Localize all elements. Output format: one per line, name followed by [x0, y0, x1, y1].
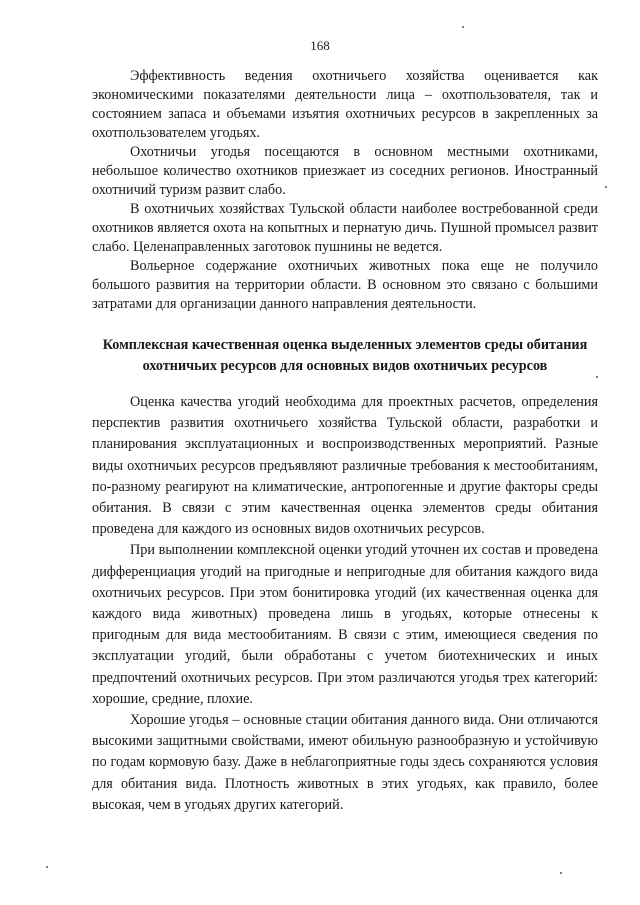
scan-speck: [596, 376, 598, 378]
paragraph: При выполнении комплексной оценки угодий уточнен их состав и проведена дифференциация угодий на пригодные и непригодные для обитания каждого вида охотничьих ресурсов. При этом бонитировка угодий (их качественная оценка для каждого вида животных) проведена лишь в угодьях, которые отнесены к пригодным для вида местообитаниям. В связи с этим, имеющиеся сведения по эксплуатации угодий, были обработаны с учетом биотехнических и иных предпочтений охотничьих ресурсов. При этом различаются угодья трех категорий: хорошие, средние, плохие.: [92, 542, 598, 707]
main-text-block: [92, 392, 598, 816]
paragraph: Эффективность ведения охотничьего хозяйства оценивается как экономическими показателями деятельности лица – охотпользователя, так и состоянием запаса и объемами изъятия охотничьих ресурсов в закрепленных за охотпользователем угодьях.: [92, 68, 598, 141]
section-heading-line: охотничьих ресурсов для основных видов охотничьих ресурсов: [142, 358, 548, 374]
section-heading: [92, 335, 598, 377]
paragraph: Хорошие угодья – основные стации обитания данного вида. Они отличаются высокими защитными свойствами, имеют обильную разнообразную и устойчивую по годам кормовую базу. Даже в неблагоприятные годы здесь сохраняются условия для обитания вида. Плотность животных в этих угодьях, как правило, более высокая, чем в угодьях других категорий.: [92, 712, 598, 813]
page-number: 168: [310, 38, 330, 53]
scan-speck: [560, 872, 562, 874]
paragraph: В охотничьих хозяйствах Тульской области наиболее востребованной среди охотников является охота на копытных и пернатую дичь. Пушной промысел развит слабо. Целенаправленных заготовок пушнины не ведется.: [92, 201, 598, 255]
scan-speck: [605, 186, 607, 188]
paragraph: Оценка качества угодий необходима для проектных расчетов, определения перспектив развития охотничьего хозяйства Тульской области, разработки и планирования эксплуатационных и воспроизводственных мероприятий. Разные виды охотничьих ресурсов предъявляют различные требования к местообитаниям, по-разному реагируют на климатические, антропогенные и другие факторы среды обитания. В связи с этим качественная оценка элементов среды обитания проведена для каждого из основных видов охотничьих ресурсов.: [92, 394, 598, 538]
intro-text-block: [92, 67, 598, 314]
paragraph: Охотничьи угодья посещаются в основном местными охотниками, небольшое количество охотников приезжает из соседних регионов. Иностранный охотничий туризм развит слабо.: [92, 144, 598, 198]
section-heading-line: Комплексная качественная оценка выделенных элементов среды обитания: [102, 337, 588, 353]
scan-speck: [46, 866, 48, 868]
scan-speck: [462, 26, 464, 28]
paragraph: Вольерное содержание охотничьих животных пока еще не получило большого развития на территории области. В основном это связано с большими затратами для организации данного направления деятельности.: [92, 258, 598, 312]
